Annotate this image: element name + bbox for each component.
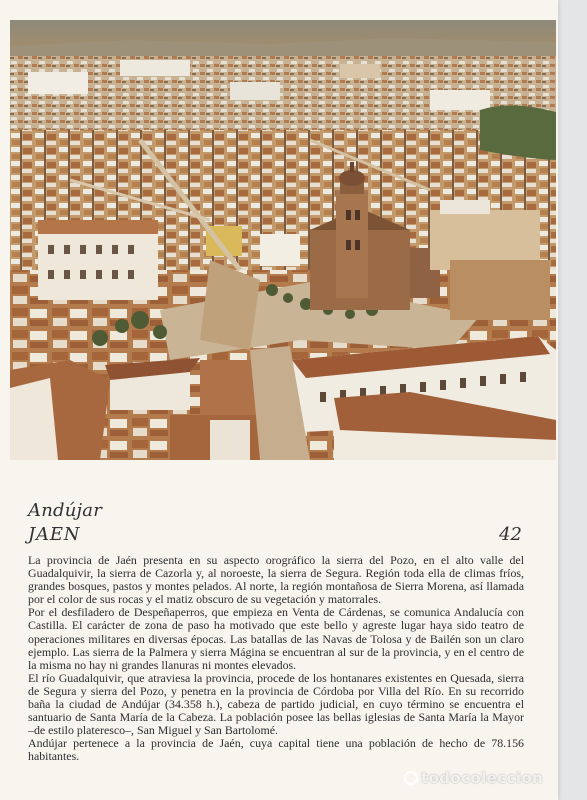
watermark-text: todocoleccion — [421, 769, 544, 787]
paragraph: Por el desfiladero de Despeñaperros, que empieza en Venta de Cárdenas, se comunica Andalucía con Castilla. El carácter de zona de paso ha motivado que este bello y agreste lugar haya sido teatro de operaciones militares en diversas épocas. Las batallas de las Navas de Tolosa y de Bailén son un claro ejemplo. Las sierra de la Palmera y sierra Mágina se encuentran al sur de la provincia, y en el centro de la misma no hay ni grandes llanuras ni montes elevados. — [28, 605, 524, 672]
town-name: Andújar — [28, 500, 103, 521]
description-text — [28, 554, 524, 764]
page-number: 42 — [499, 524, 522, 545]
caption-header — [28, 500, 522, 548]
watermark-logo-icon — [404, 771, 418, 785]
paragraph: El río Guadalquivir, que atraviesa la provincia, procede de los hontanares existentes en Quesada, sierra de Segura y sierra del Pozo, y penetra en la provincia de Córdoba por Villa del Río. En su recorrido baña la ciudad de Andújar (34.358 h.), cabeza de partido judicial, en cuyo término se encuentra el santuario de Santa María de la Cabeza. La población posee las bellas iglesias de Santa María la Mayor –de estilo plateresco–, San Miguel y San Bartolomé. — [28, 670, 524, 738]
paragraph: La provincia de Jaén presenta en su aspecto orográfico la sierra del Pozo, en el alto valle del Guadalquivir, la sierra de Cazorla y, al noroeste, la sierra de Segura. Región toda ella de climas fríos, grandes bosques, pastos y montes pelados. Al norte, la región montañosa de Sierra Morena, así llamada por el color de sus rocas y el matiz obscuro de su vegetación y matorrales. — [28, 553, 524, 607]
paragraph: Andújar pertenece a la provincia de Jaén, cuya capital tiene una población de hecho de 78.156 habitantes. — [28, 736, 524, 764]
province-name: JAEN — [28, 524, 81, 545]
watermark — [404, 769, 543, 787]
aerial-town-photo — [10, 20, 556, 460]
